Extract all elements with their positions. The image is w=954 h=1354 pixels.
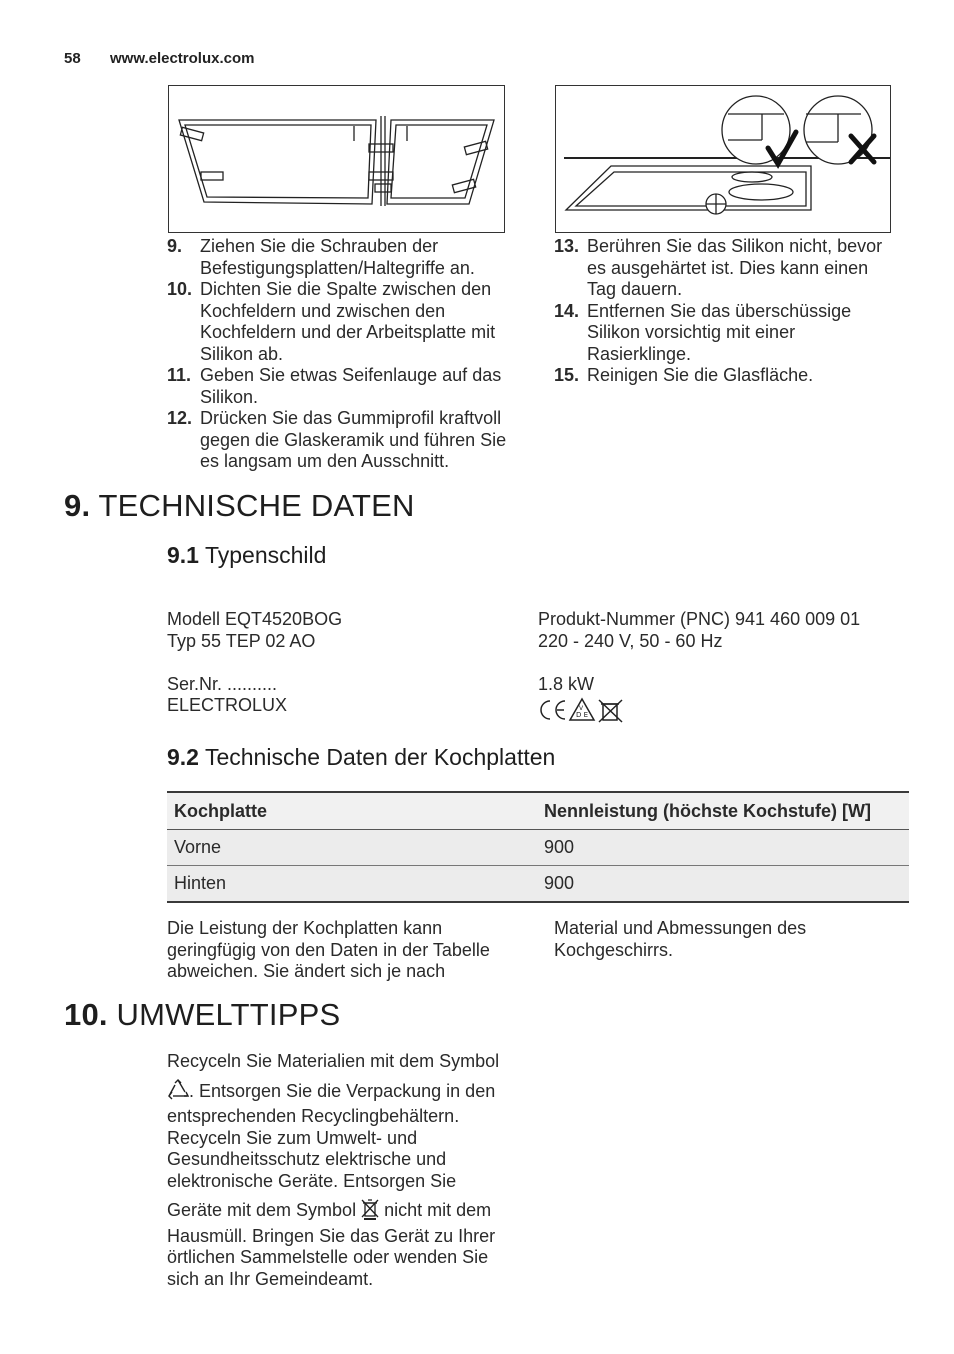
env-line3: Geräte mit dem Symbol nicht mit dem Hausmüll. Bringen Sie das Gerät zu Ihrer örtlichen Sammelstelle oder wenden Sie sich an Ihr Gemeindeamt. xyxy=(167,1200,496,1289)
step-13: 13. Berühren Sie das Silikon nicht, bevor es ausgehärtet ist. Dies kann einen Tag dauern. xyxy=(554,236,883,299)
section-9-2-heading: 9.2 Technische Daten der Kochplatten xyxy=(167,744,556,770)
crossed-bin-icon xyxy=(361,1198,379,1226)
step-11: 11. Geben Sie etwas Seifenlauge auf das Silikon. xyxy=(167,365,502,407)
hob-mounting-brackets-diagram-icon xyxy=(169,86,504,232)
rating-plate-power: 1.8 kW xyxy=(538,674,595,694)
rating-plate-typ: Typ 55 TEP 02 AO xyxy=(167,631,316,651)
table-cell: 900 xyxy=(537,830,909,866)
svg-text:D E: D E xyxy=(576,711,589,719)
rating-plate-voltage: 220 - 240 V, 50 - 60 Hz xyxy=(538,631,723,651)
silicone-seal-check-diagram-icon xyxy=(556,86,890,232)
table-cell: 900 xyxy=(537,866,909,903)
page-number: 58 xyxy=(64,50,81,67)
svg-text:V: V xyxy=(579,705,584,712)
note-left: Die Leistung der Kochplatten kann geringfügig von den Daten in der Tabelle abweichen. Sie ändert sich je nach xyxy=(167,918,490,981)
env-line1: Recyceln Sie Materialien mit dem Symbol xyxy=(167,1051,500,1071)
rating-plate-sernr: Ser.Nr. .......... xyxy=(167,674,278,694)
table-header-row xyxy=(167,792,909,830)
ce-vde-weee-icons xyxy=(538,697,628,728)
table-header-cell: Nennleistung (höchste Kochstufe) [W] xyxy=(537,792,909,830)
table-row xyxy=(167,866,909,903)
note-right: Material und Abmessungen des Kochgeschirrs. xyxy=(554,918,807,960)
recycle-icon xyxy=(167,1079,189,1107)
step-14: 14. Entfernen Sie das überschüssige Silikon vorsichtig mit einer Rasierklinge. xyxy=(554,300,852,364)
rating-plate-pnc: Produkt-Nummer (PNC) 941 460 009 01 xyxy=(538,609,861,629)
steps-left xyxy=(167,236,522,473)
section-10-heading: 10. UMWELTTIPPS xyxy=(64,997,341,1032)
header-url: www.electrolux.com xyxy=(110,50,255,67)
page-header xyxy=(64,50,255,67)
env-line2: . Entsorgen Sie die Verpackung in den entsprechenden Recyclingbehältern. Recyceln Sie zum Umwelt- und Gesundheitsschutz elektrische und elektronische Geräte. Entsorgen Sie xyxy=(167,1080,496,1191)
figure-silicone-seal xyxy=(555,85,891,233)
hotplate-data-table xyxy=(167,791,909,903)
step-10: 10. Dichten Sie die Spalte zwischen den Kochfeldern und zwischen den Kochfeldern und der Arbeitsplatte mit Silikon ab. xyxy=(167,279,496,364)
figure-hob-mounting xyxy=(168,85,505,233)
rating-plate-brand: ELECTROLUX xyxy=(167,695,288,715)
section-9-heading: 9. TECHNISCHE DATEN xyxy=(64,488,415,523)
table-cell: Hinten xyxy=(167,866,537,903)
step-12: 12. Drücken Sie das Gummiprofil kraftvoll gegen die Glaskeramik und führen Sie es langsam um den Ausschnitt. xyxy=(167,408,507,471)
steps-right xyxy=(554,236,899,387)
rating-plate-modell: Modell EQT4520BOG xyxy=(167,609,343,629)
env-paragraph xyxy=(167,1051,522,1290)
step-9: 9. Ziehen Sie die Schrauben der Befestigungsplatten/Haltegriffe an. xyxy=(167,236,475,278)
table-header-cell: Kochplatte xyxy=(167,792,537,830)
section-9-1-heading: 9.1 Typenschild xyxy=(167,542,327,568)
step-15: 15. Reinigen Sie die Glasfläche. xyxy=(554,365,814,385)
table-row xyxy=(167,830,909,866)
table-cell: Vorne xyxy=(167,830,537,866)
